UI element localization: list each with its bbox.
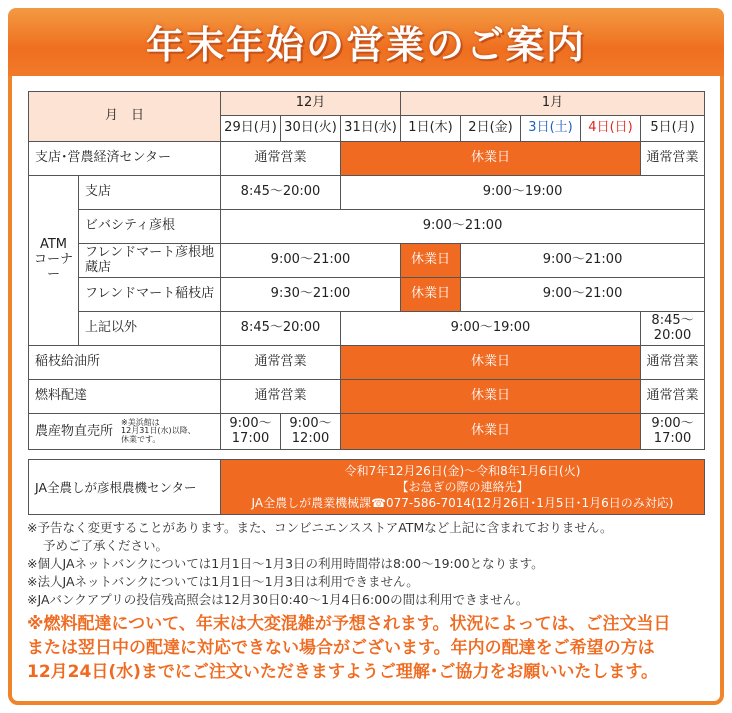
row-label-atm-friend-inae: フレンドマート稲枝店 [79,278,221,312]
cell-hours-end: 17:00 [231,430,270,446]
month-day-header: 月 日 [29,92,221,142]
cell-hours: 9:00〜21:00 [221,244,401,278]
direct-label: 農産物直売所 [35,424,114,439]
cell-hours: 9:00〜21:00 [461,244,705,278]
month-header-jan: 1月 [401,92,705,116]
row-label-atm-bibacity: ビバシティ彦根 [79,210,221,244]
date-header: 1日(木) [401,116,461,142]
center-info [221,460,705,515]
row-label-branch: 支店･営農経済センター [29,142,221,176]
cell-hours: 9:30〜21:00 [221,278,401,312]
note-line: ※JAバンクアプリの投信残高照会は12月30日0:40〜1月4日6:00の間は利用できません。 [27,592,529,607]
cell-hours: 9:00〜19:00 [341,312,641,346]
date-header-saturday: 3日(土) [521,116,581,142]
cell-hours-split [641,414,705,450]
row-label-atm-shiten: 支店 [79,176,221,210]
center-contact-heading: 【お急ぎの際の連絡先】 [396,479,529,494]
cell-hours-split [641,312,705,346]
cell-normal: 通常営業 [641,380,705,414]
cell-normal: 通常営業 [221,380,341,414]
date-header: 31日(水) [341,116,401,142]
note-line: ※法人JAネットバンクについては1月1日〜1月3日は利用できません。 [27,574,419,589]
date-header: 30日(火) [281,116,341,142]
row-label-atm-other: 上記以外 [79,312,221,346]
cell-hours-end: 17:00 [653,430,692,446]
notes-list [27,519,717,609]
row-label-atm-friend-jizo: フレンドマート彦根地蔵店 [79,244,221,278]
table-row [29,346,705,380]
cell-normal: 通常営業 [221,142,341,176]
date-header-sunday: 4日(日) [581,116,641,142]
cell-hours: 8:45〜20:00 [221,176,341,210]
table-row [29,312,705,346]
row-label-direct [29,414,221,450]
direct-note [121,419,196,444]
cell-closed: 休業日 [341,142,641,176]
cell-hours-start: 8:45〜 [651,312,694,328]
cell-normal: 通常営業 [641,142,705,176]
cell-normal: 通常営業 [641,346,705,380]
cell-hours-end: 20:00 [653,327,692,343]
cell-closed: 休業日 [341,414,641,450]
date-header: 29日(月) [221,116,281,142]
date-header: 2日(金) [461,116,521,142]
fuel-warning [27,612,717,684]
center-table [28,459,705,515]
cell-hours-start: 9:00〜 [289,415,332,431]
cell-hours-start: 9:00〜 [651,415,694,431]
table-row [29,244,705,278]
cell-closed: 休業日 [401,244,461,278]
cell-hours-split [281,414,341,450]
direct-note-line: 休業です。 [121,434,161,444]
warning-line: 12月24日(水)までにご注文いただきますようご理解･ご協力をお願いいたします。 [27,662,658,682]
cell-hours-end: 12:00 [291,430,330,446]
row-label-fuel: 燃料配達 [29,380,221,414]
cell-closed: 休業日 [341,380,641,414]
note-line: ※個人JAネットバンクについては1月1日〜1月3日の利用時間帯は8:00〜19:00となります。 [27,556,544,571]
atm-label-line2: コーナー [33,252,73,282]
cell-hours-split [221,414,281,450]
cell-hours: 9:00〜19:00 [341,176,705,210]
cell-hours: 9:00〜21:00 [221,210,705,244]
center-name: JA全農しが彦根農機センター [29,460,221,515]
date-header: 5日(月) [641,116,705,142]
cell-closed: 休業日 [401,278,461,312]
table-row [29,278,705,312]
header-row-months [29,92,705,116]
cell-hours: 9:00〜21:00 [461,278,705,312]
row-label-gas: 稲枝給油所 [29,346,221,380]
direct-note-line: ※美浜館は [121,417,160,427]
table-row [29,380,705,414]
page-title: 年末年始の営業のご案内 [145,23,586,67]
cell-hours: 8:45〜20:00 [221,312,341,346]
schedule-table [28,91,705,450]
center-contact: JA全農しが農業機械課☎077-586-7014(12月26日･1月5日･1月6日のみ対応) [251,496,674,511]
atm-label-line1: ATM [39,237,68,253]
row-group-atm [29,176,79,346]
cell-closed: 休業日 [341,346,641,380]
cell-normal: 通常営業 [221,346,341,380]
table-row [29,414,705,450]
note-line: 予めご了承ください。 [43,538,169,553]
warning-line: ※燃料配達について、年末は大変混雑が予想されます。状況によっては、ご注文当日 [27,614,671,634]
center-period: 令和7年12月26日(金)〜令和8年1月6日(火) [344,463,581,478]
table-row [29,176,705,210]
month-header-dec: 12月 [221,92,401,116]
note-line: ※予告なく変更することがあります。また、コンビニエンスストアATMなど上記に含まれておりません。 [27,520,613,535]
warning-line: または翌日中の配達に対応できない場合がございます。年内の配達をご希望の方は [27,638,655,658]
cell-hours-start: 9:00〜 [229,415,272,431]
table-row [29,142,705,176]
direct-note-line: 12月31日(水)以降、 [121,426,196,436]
table-row [29,210,705,244]
